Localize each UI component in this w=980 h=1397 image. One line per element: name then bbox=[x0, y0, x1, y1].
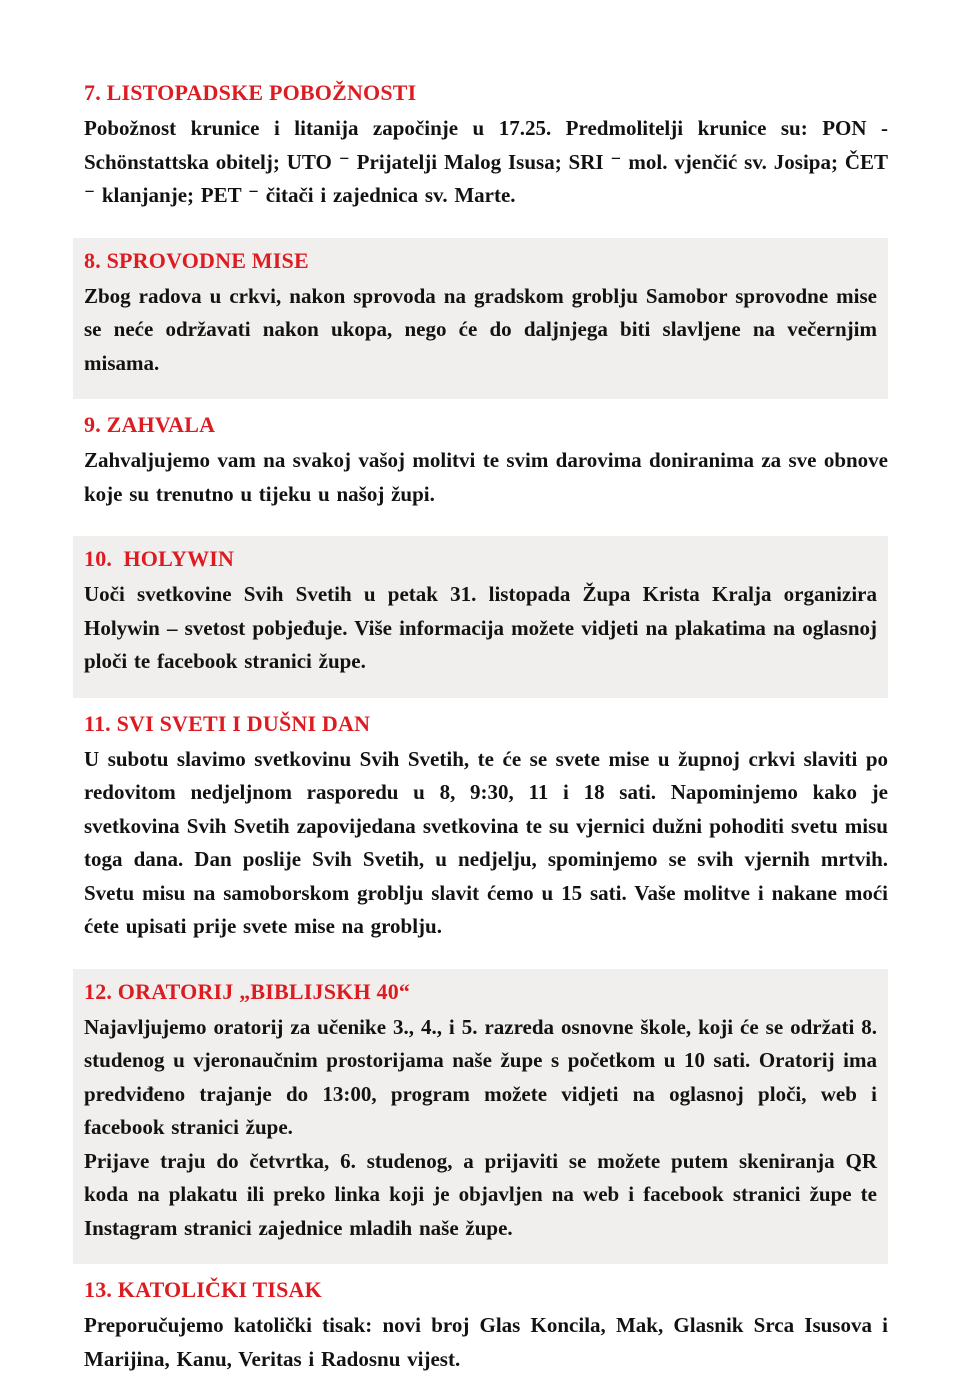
section-listopadske-poboznosti bbox=[84, 79, 888, 213]
section-paragraph: Prijave traju do četvrtka, 6. studenog, a prijaviti se možete putem skeniranja QR koda na plakatu ili preko linka koji je objavljen na web i facebook stranici župe te Instagram stranici zajednice mladih naše župe. bbox=[84, 1148, 877, 1240]
section-katolicki-tisak bbox=[84, 1276, 888, 1376]
section-paragraph: Zbog radova u crkvi, nakon sprovoda na gradskom groblju Samobor sprovodne mise se neće održavati nakon ukopa, nego će do daljnjega biti slavljene na večernjim misama. bbox=[84, 283, 877, 375]
section-zahvala bbox=[84, 411, 888, 511]
section-oratorij-biblijskh-40 bbox=[73, 969, 888, 1265]
section-heading: 7. LISTOPADSKE POBOŽNOSTI bbox=[84, 80, 417, 105]
section-paragraph: Uoči svetkovine Svih Svetih u petak 31. listopada Župa Krista Kralja organizira Holywin – svetost pobjeđuje. Više informacija možete vidjeti na plakatima na oglasnoj ploči te facebook stranici župe. bbox=[84, 582, 877, 673]
section-heading: 8. SPROVODNE MISE bbox=[84, 247, 309, 273]
section-paragraph: Najavljujemo oratorij za učenike 3., 4., i 5. razreda osnovne škole, koji će se održati 8. studenog u vjeronaučnim prostorijama naše župe s početkom u 10 sati. Oratorij ima predviđeno trajanje do 13:00, program možete vidjeti na oglasnoj ploči, web i facebook stranici župe. bbox=[84, 1014, 877, 1139]
section-holywin bbox=[73, 536, 888, 698]
section-svi-sveti-i-dusni-dan bbox=[84, 710, 888, 944]
section-paragraph: Zahvaljujemo vam na svakoj vašoj molitvi te svim darovima doniranima za sve obnove koje su trenutno u tijeku u našoj župi. bbox=[84, 448, 888, 506]
section-heading: 10. HOLYWIN bbox=[84, 546, 235, 571]
section-heading: 13. KATOLIČKI TISAK bbox=[84, 1277, 322, 1302]
section-paragraph: Pobožnost krunice i litanija započinje u 17.25. Predmolitelji krunice su: PON - Schönstattska obitelj; UTO ⁻ Prijatelji Malog Isusa; SRI ⁻ mol. vjenčić sv. Josipa; ČET ⁻ klanjanje; PET ⁻ čitači i zajednica sv. Marte. bbox=[84, 116, 888, 207]
section-paragraph: Preporučujemo katolički tisak: novi broj Glas Koncila, Mak, Glasnik Srca Isusova i Marijina, Kanu, Veritas i Radosnu vijest. bbox=[84, 1313, 888, 1371]
section-sprovodne-mise bbox=[73, 238, 888, 400]
section-heading: 9. ZAHVALA bbox=[84, 412, 216, 437]
section-heading: 11. SVI SVETI I DUŠNI DAN bbox=[84, 710, 371, 736]
section-paragraph: U subotu slavimo svetkovinu Svih Svetih, te će se svete mise u župnoj crkvi slaviti po redovitom nedjeljnom rasporedu u 8, 9:30, 11 i 18 sati. Napominjemo kako je svetkovina Svih Svetih zapovijedana svetkovina te su vjernici dužni pohoditi svetu misu toga dana. Dan poslije Svih Svetih, u nedjelju, spominjemo se svih vjernih mrtvih. Svetu misu na samoborskom groblju slavit ćemo u 15 sati. Vaše molitve i nakane moći ćete upisati prije svete mise na groblju. bbox=[84, 746, 888, 938]
section-heading: 12. ORATORIJ „BIBLIJSKH 40“ bbox=[84, 978, 411, 1004]
